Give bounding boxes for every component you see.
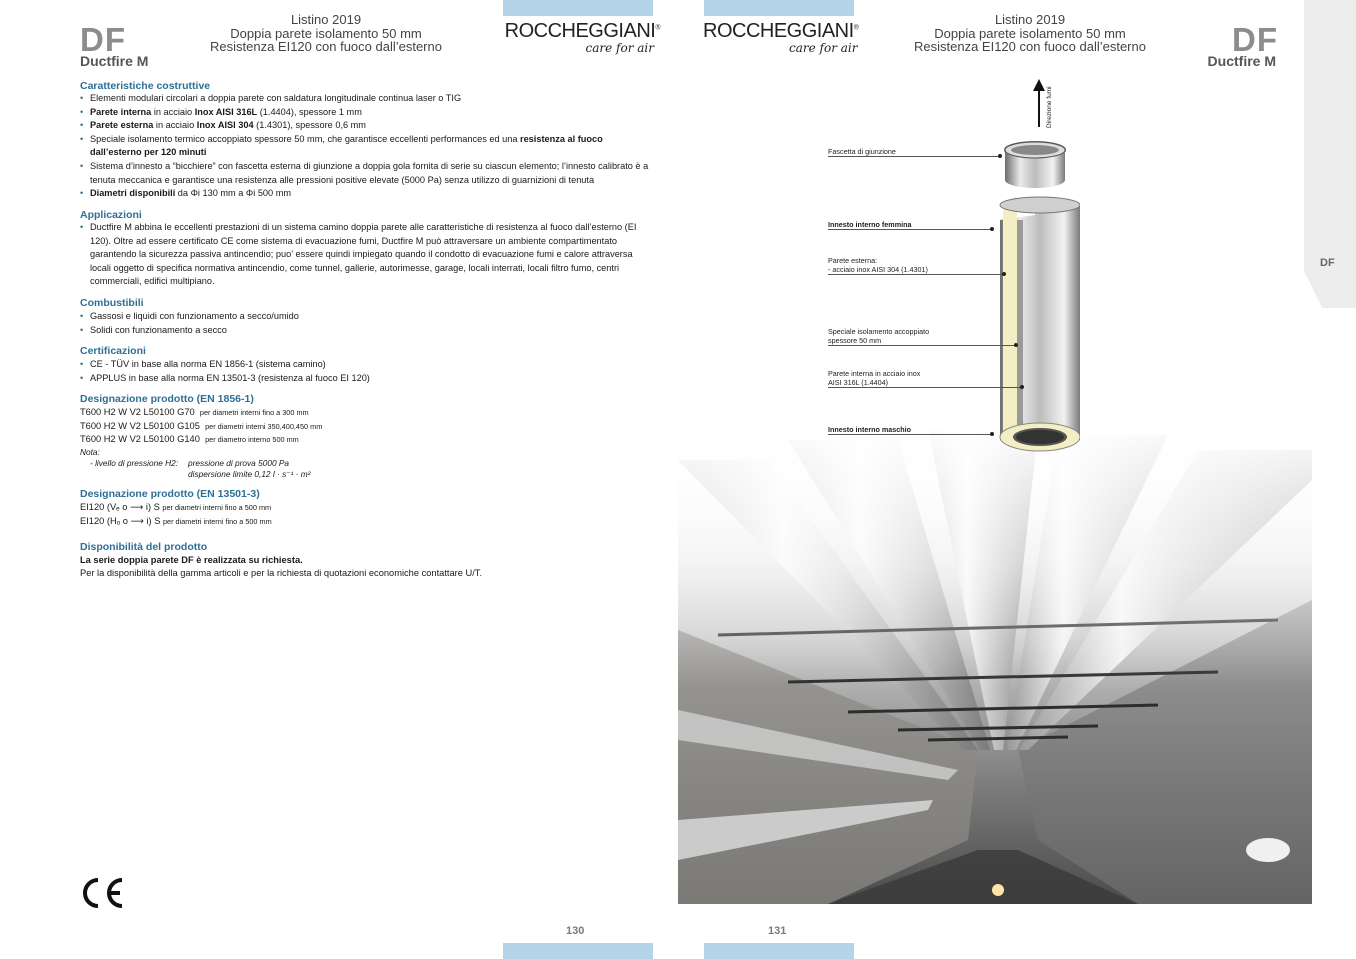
logo-registered-mark: ®: [655, 24, 660, 32]
designation-desc: per diametri interni fino a 500 mm: [162, 503, 272, 512]
label-parete-esterna: [828, 256, 928, 274]
bottom-tab-left: [503, 943, 653, 959]
designation-desc: per diametri interni fino a 300 mm: [199, 408, 309, 417]
text: Sistema d’innesto a “bicchiere” con fascetta esterna di giunzione a doppia gola fornita di serie su ciascun elemento; l’innesto calibrato è a tenuta meccanica e garantisce una resistenza alle pressioni positive elevate (5000 Pa) senza utilizzo di guarnizioni di tenuta: [90, 160, 649, 185]
leader-line: [828, 434, 992, 435]
caratteristiche-list: [80, 92, 652, 201]
certificazioni-list: [80, 358, 652, 385]
bold-text: resistenza al fuoco dall’esterno per 120 minuti: [90, 133, 603, 158]
section-title-designazione-13501: Designazione prodotto (EN 13501-3): [80, 488, 260, 500]
label-line: Parete interna in acciaio inox: [828, 369, 921, 378]
leader-dot: [1014, 343, 1018, 347]
leader-line: [828, 274, 1004, 275]
section-title-certificazioni: Certificazioni: [80, 345, 146, 357]
list-item: • Gassosi e liquidi con funzionamento a secco/umido: [80, 310, 652, 324]
ce-mark: [78, 876, 126, 910]
list-item: [80, 133, 652, 160]
designation-row: [80, 501, 480, 515]
label-isolamento: [828, 327, 929, 345]
section-title-designazione-1856: Designazione prodotto (EN 1856-1): [80, 393, 254, 405]
note-key: - livello di pressione H2:: [90, 458, 179, 468]
leader-line: [828, 229, 992, 230]
section-title-caratteristiche: Caratteristiche costruttive: [80, 80, 211, 92]
label-fascetta: Fascetta di giunzione: [828, 147, 896, 156]
header-line: Doppia parete isolamento 50 mm: [230, 25, 422, 41]
header-line: Listino 2019: [994, 12, 1066, 27]
flow-direction-label: Direzione fumi: [1046, 86, 1053, 128]
logo-tagline: care for air: [585, 41, 654, 55]
section-title-disponibilita: Disponibilità del prodotto: [80, 541, 208, 553]
text: Speciale isolamento termico accoppiato spessore 50 mm, che garantisce eccellenti performances ed una: [90, 133, 520, 144]
list-item: [80, 106, 652, 120]
label-line: spessore 50 mm: [828, 336, 882, 345]
bold-text: Parete esterna: [90, 120, 154, 131]
label-parete-interna: [828, 369, 920, 387]
leader-dot: [990, 432, 994, 436]
list-item: • Ductfire M abbina le eccellenti prestazioni di un sistema camino doppia parete alle caratteristiche di resistenza al fuoco dall’esterno (EI 120). Oltre ad essere certificato CE come sistema di evacuazione fumi, Ductfire M può attraversare un ambiente compartimentato garantendo la sicurezza passiva antincendio; puo’ essere quindi impiegato quando il condotto di evacuazione fumi e calore attraversa locali oggetto di specifica normativa antincendio, come tunnel, gallerie, autorimesse, garage, locali interrati, locali filtro fumo, centri commerciali, edifici multipiano.: [80, 221, 652, 289]
label-innesto-femmina: Innesto interno femmina: [828, 220, 912, 229]
page-number-left: 130: [566, 925, 585, 937]
header-line: Doppia parete isolamento 50 mm: [934, 25, 1126, 41]
label-line: AISI 316L (1.4404): [828, 378, 889, 387]
list-item: [80, 119, 652, 133]
designation-row: [80, 420, 480, 434]
page-header-left: [196, 13, 456, 54]
list-item: • CE - TÜV in base alla norma EN 1856-1 (sistema camino): [80, 358, 652, 372]
designation-code: T600 H2 W V2 L50100 G105: [80, 420, 200, 431]
designation-desc: per diametri interni 350,400,450 mm: [205, 421, 323, 431]
label-line: Speciale isolamento accoppiato: [828, 327, 930, 336]
note-values: [188, 458, 310, 480]
text: (1.4301), spessore 0,6 mm: [253, 120, 366, 131]
ce-mark-icon: [78, 876, 126, 910]
bold-text: Inox AISI 316L: [194, 106, 258, 117]
leader-dot: [990, 227, 994, 231]
section-title-applicazioni: Applicazioni: [80, 209, 142, 221]
note-line: pressione di prova 5000 Pa: [188, 458, 290, 468]
label-line: Parete esterna:: [828, 256, 878, 265]
logo-wordmark: ROCCHEGGIANI: [703, 20, 854, 42]
list-item: [80, 160, 652, 187]
header-line: Resistenza EI120 con fuoco dall’esterno: [914, 39, 1146, 54]
text: in acciaio: [153, 120, 197, 131]
header-line: Resistenza EI120 con fuoco dall’esterno: [210, 39, 442, 54]
bottom-tab-right: [704, 943, 854, 959]
designation-code: T600 H2 W V2 L50100 G140: [80, 434, 200, 445]
series-code: DF: [80, 21, 126, 58]
designation-code: T600 H2 W V2 L50100 G70: [80, 407, 195, 417]
designation-desc: per diametri interni fino a 500 mm: [162, 516, 272, 526]
text: (1.4404), spessore 1 mm: [257, 106, 362, 117]
list-item: • Solidi con funzionamento a secco: [80, 324, 652, 338]
page-number-right: 131: [768, 925, 787, 937]
logo-wordmark: ROCCHEGGIANI: [504, 20, 656, 42]
section-title-combustibili: Combustibili: [80, 297, 144, 309]
list-item: • APPLUS in base alla norma EN 13501-3 (resistenza al fuoco EI 120): [80, 372, 652, 386]
list-item: [80, 187, 652, 201]
note-label: Nota:: [80, 447, 100, 457]
applicazioni-list: [80, 221, 652, 289]
note-line: dispersione limite 0,12 l · s⁻¹ · m²: [188, 469, 311, 479]
designation-desc: per diametro interno 500 mm: [205, 435, 299, 445]
top-tab-right: [704, 0, 854, 16]
leader-dot: [1020, 385, 1024, 389]
leader-line: [828, 387, 1022, 388]
designazione-1856-rows: [80, 406, 480, 447]
designation-code: EI120 (Vₑ o ⟶ i) S: [80, 502, 160, 512]
header-line: Listino 2019: [290, 12, 362, 27]
leader-dot: [998, 154, 1002, 158]
designation-row: [80, 433, 480, 447]
top-tab-left: [503, 0, 653, 16]
logo-tagline: care for air: [789, 41, 858, 55]
combustibili-list: [80, 310, 652, 337]
text: Elementi modulari circolari a doppia parete con saldatura longitudinale continua laser o TIG: [90, 93, 462, 103]
logo-registered-mark: ®: [853, 24, 859, 32]
label-line: - acciaio inox AISI 304 (1.4301): [828, 265, 928, 274]
bold-text: Diametri disponibili: [90, 188, 176, 199]
brand-logo-left: [502, 20, 660, 55]
leader-line: [828, 156, 1000, 157]
tunnel-photo-image: [678, 420, 1312, 904]
disponibilita-line: Per la disponibilità della gamma articoli e per la richiesta di quotazioni economiche contattare U/T.: [80, 567, 483, 578]
side-tab-label: DF: [1320, 257, 1335, 269]
label-innesto-maschio: Innesto interno maschio: [828, 425, 912, 434]
disponibilita-bold-line: La serie doppia parete DF è realizzata su richiesta.: [80, 555, 303, 565]
bold-text: Inox AISI 304: [196, 120, 254, 131]
disponibilita-text: [80, 554, 652, 579]
bold-text: Parete interna: [90, 106, 152, 117]
series-name: Ductfire M: [80, 53, 149, 69]
designazione-13501-rows: [80, 501, 480, 528]
page-header-right: [900, 13, 1160, 54]
leader-line: [828, 345, 1016, 346]
designation-row: [80, 515, 480, 529]
list-item: [80, 92, 652, 106]
series-code: DF: [1232, 21, 1278, 58]
brand-logo-right: [703, 20, 861, 55]
designation-code: EI120 (Hₒ o ⟶ i) S: [80, 515, 161, 526]
tunnel-photo: [678, 420, 1312, 904]
text: da Φi 130 mm a Φi 500 mm: [175, 188, 292, 199]
text: in acciaio: [151, 106, 195, 117]
series-name: Ductfire M: [1207, 53, 1276, 69]
designation-row: [80, 406, 480, 420]
leader-dot: [1002, 272, 1006, 276]
